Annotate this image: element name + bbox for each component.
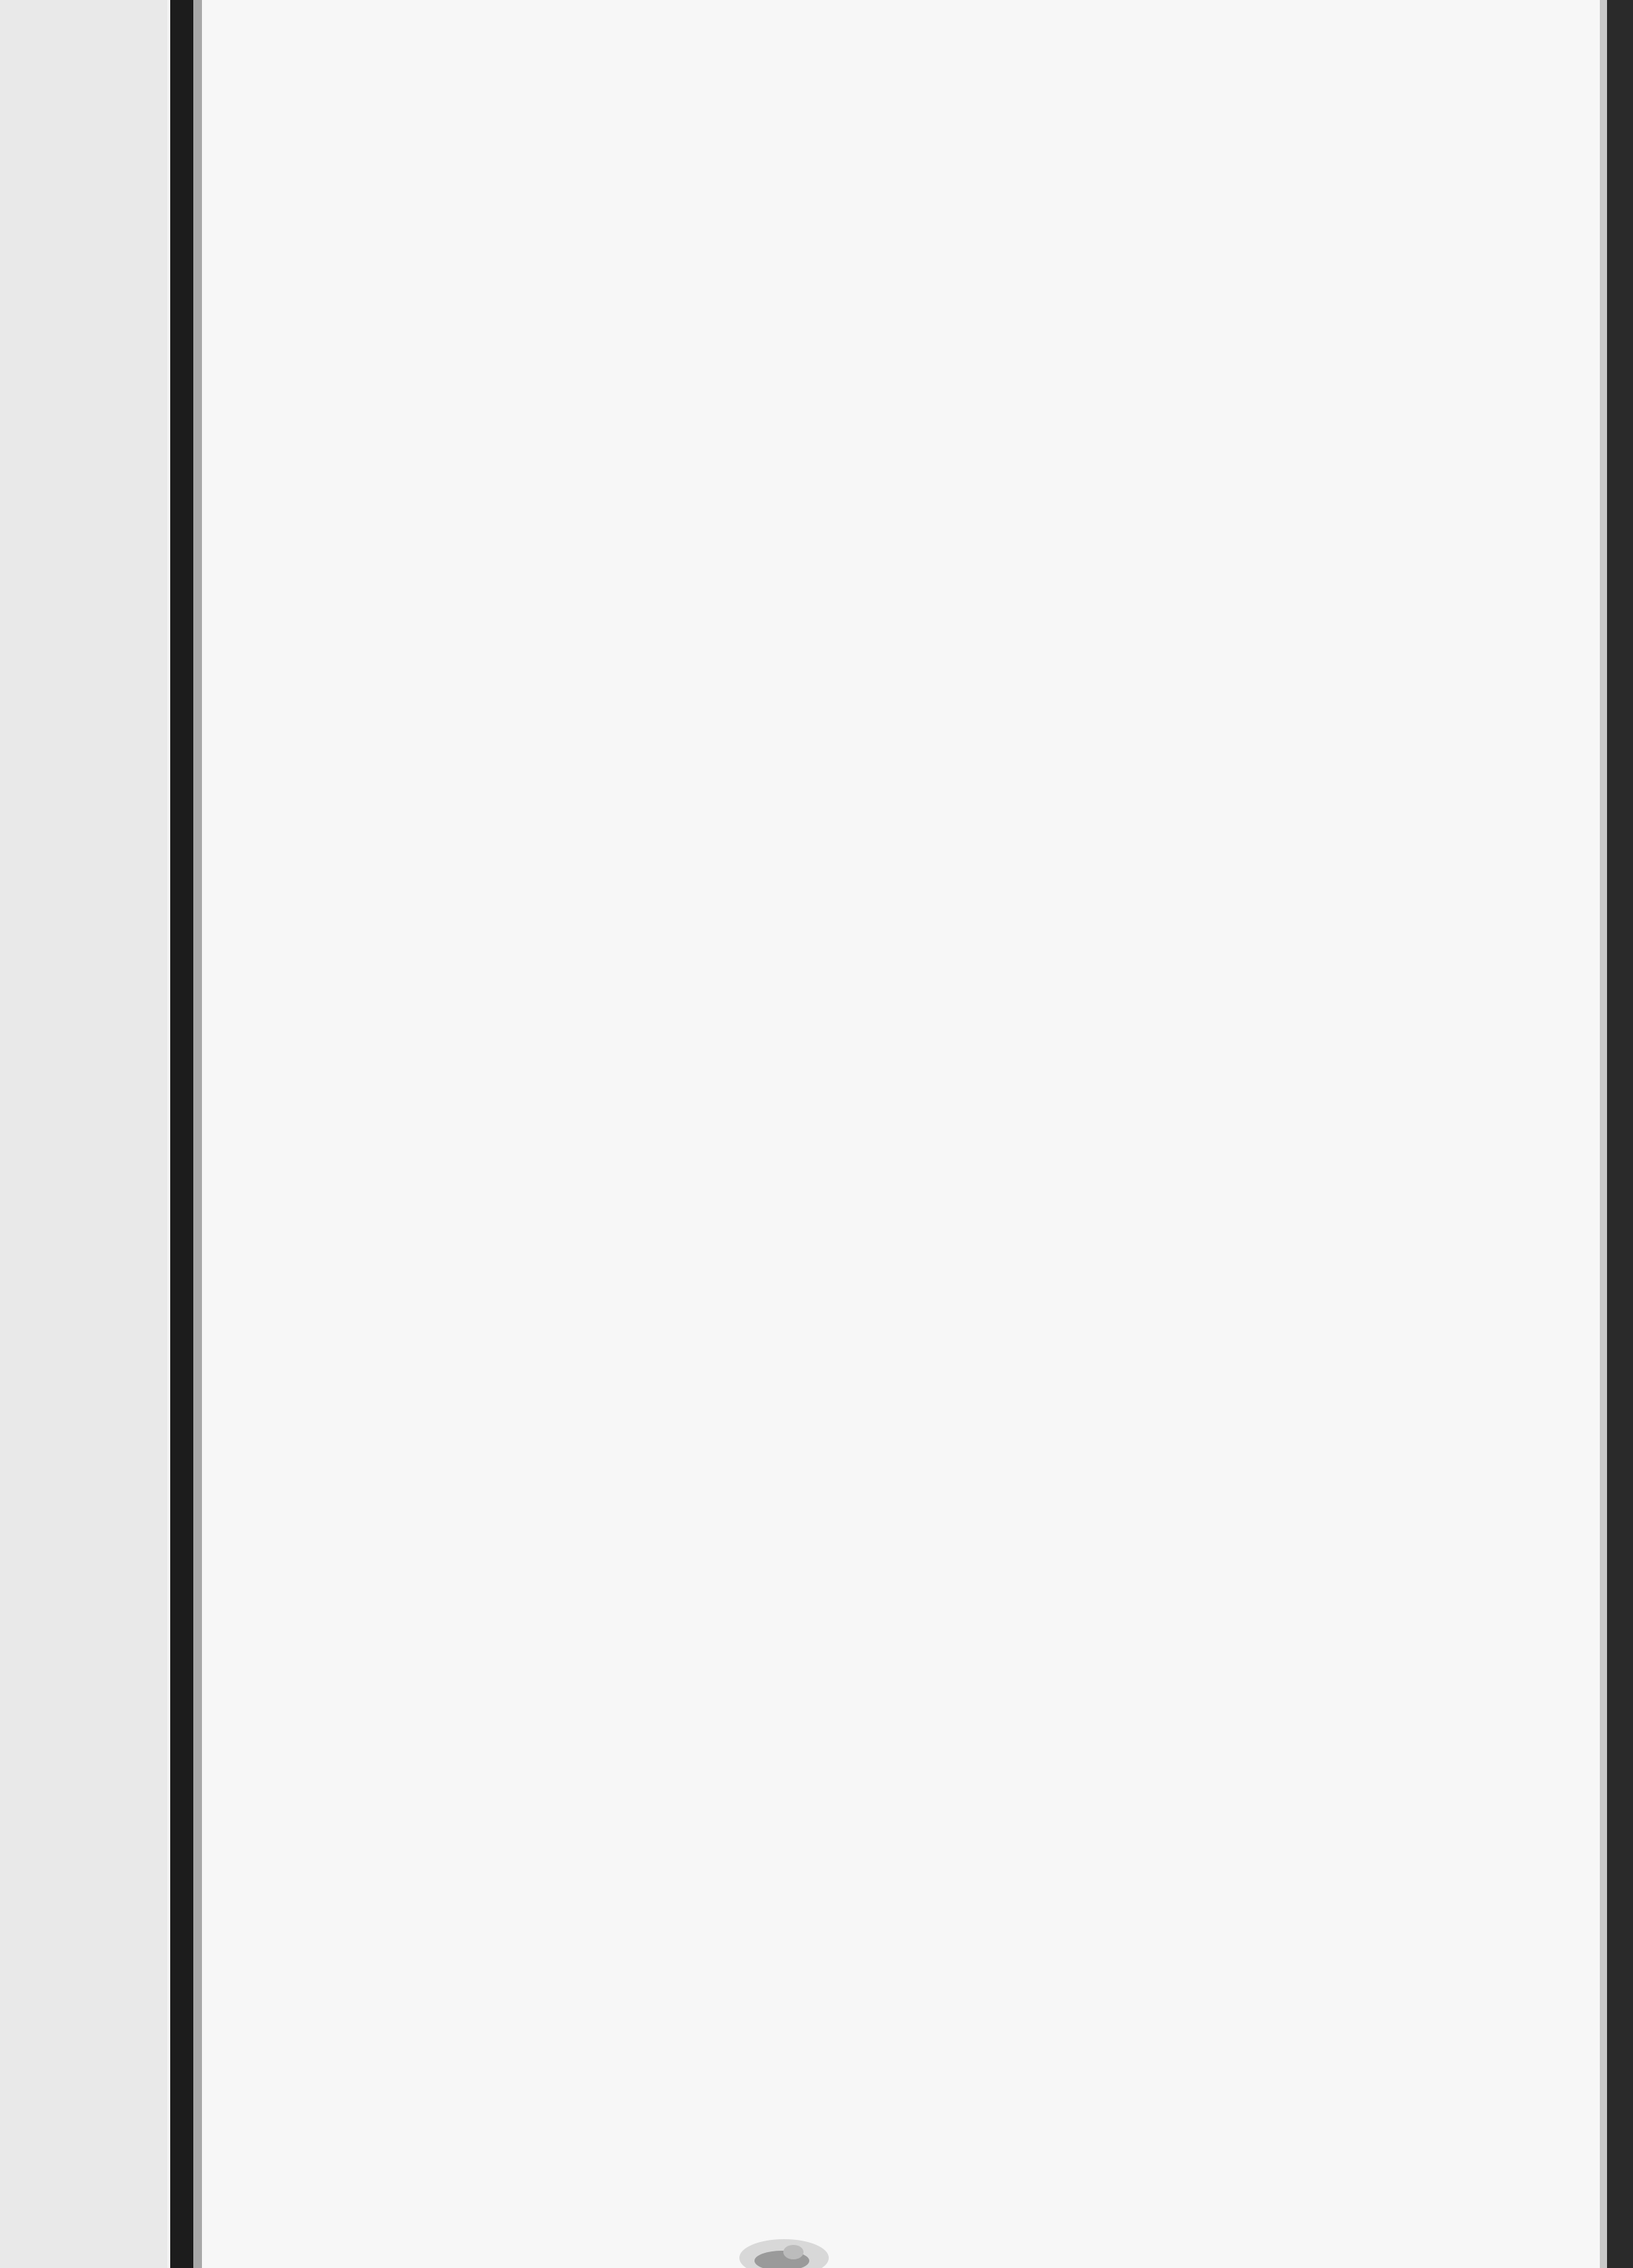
book-spine-shadow xyxy=(170,0,193,2268)
running-head xyxy=(739,180,1330,224)
page-edge-shade xyxy=(1600,0,1607,2268)
gutter-edge xyxy=(193,0,202,2268)
scan-right-border xyxy=(1607,0,1633,2268)
book-page xyxy=(202,0,1600,2268)
facing-page-edge xyxy=(0,0,167,2268)
scan-smudge xyxy=(730,2215,838,2268)
